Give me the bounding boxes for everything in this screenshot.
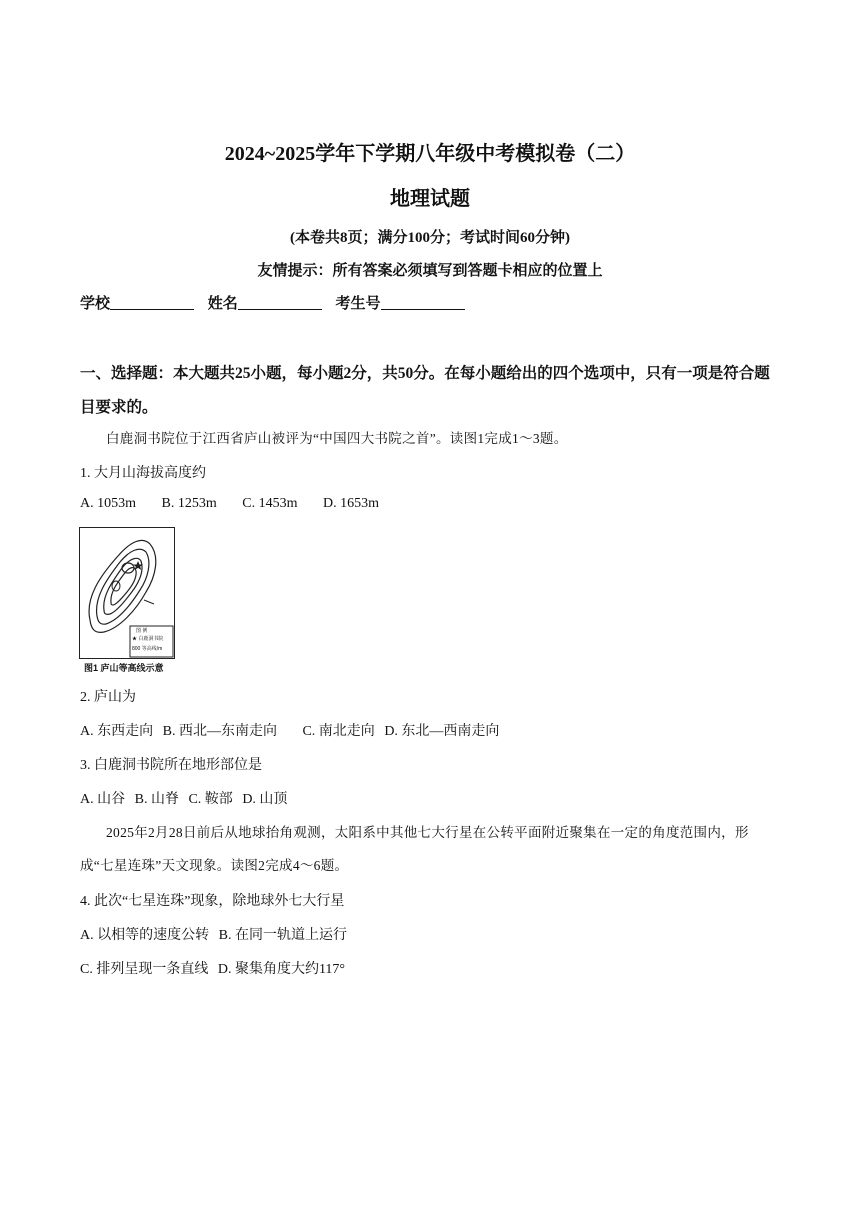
q2-option-c: C. 南北走向 <box>302 724 375 739</box>
q1-option-d: D. 1653m <box>322 496 379 511</box>
figure-1-caption: 图1 庐山等高线示意 <box>84 663 164 673</box>
legend-line-label: 800 等高线/m <box>132 646 163 652</box>
q2-option-b: B. 西北—东南走向 <box>162 724 277 739</box>
exam-tip: 友情提示：所有答案必须填写到答题卡相应的位置上 <box>257 263 603 279</box>
passage-2: 2025年2月28日前后从地球抬角观测，太阳系中其他七大行星在公转平面附近聚集在一定的角度范围内，形成“七星连珠”天文现象。读图2完成4～6题。 <box>80 825 749 873</box>
q3-option-a: A. 山谷 <box>80 792 126 807</box>
q4-option-b: B. 在同一轨道上运行 <box>218 928 347 943</box>
name-label: 姓名 <box>207 296 238 312</box>
question-1-options <box>80 496 401 512</box>
question-3-options <box>80 788 293 808</box>
question-2-options <box>80 720 521 740</box>
student-id-blank[interactable] <box>381 295 465 310</box>
legend-star-text: 白鹿洞书院 <box>138 636 164 642</box>
passage-1: 白鹿洞书院位于江西省庐山被评为“中国四大书院之首”。读图1完成1～3题。 <box>106 431 568 446</box>
q3-option-c: C. 鞍部 <box>188 792 233 807</box>
question-3: 3. 白鹿洞书院所在地形部位是 <box>80 758 262 773</box>
q1-option-c: C. 1453m <box>242 496 298 511</box>
legend-title: 图 例 <box>136 628 148 634</box>
q2-option-d: D. 东北—西南走向 <box>384 724 500 739</box>
q4-option-a: A. 以相等的速度公转 <box>80 928 210 943</box>
question-4-options-row-2 <box>80 958 351 978</box>
student-id-label: 考生号 <box>335 296 381 312</box>
legend-star-label: ★ 白鹿洞书院 <box>132 636 164 642</box>
q1-option-a: A. 1053m <box>80 496 136 511</box>
question-4-options-row-1 <box>80 924 353 944</box>
q1-option-b: B. 1253m <box>161 496 217 511</box>
question-2: 2. 庐山为 <box>80 690 136 705</box>
q4-option-c: C. 排列呈现一条直线 <box>80 962 209 977</box>
q3-option-b: B. 山脊 <box>134 792 179 807</box>
student-fields <box>80 292 475 313</box>
q3-option-d: D. 山顶 <box>242 792 288 807</box>
q4-option-d: D. 聚集角度大约117° <box>217 962 346 977</box>
school-blank[interactable] <box>110 295 194 310</box>
question-1: 1. 大月山海拔高度约 <box>80 466 206 481</box>
q2-option-a: A. 东西走向 <box>80 724 154 739</box>
question-4: 4. 此次“七星连珠”现象，除地球外七大行星 <box>80 894 345 909</box>
school-label: 学校 <box>80 296 111 312</box>
exam-title: 2024~2025学年下学期八年级中考模拟卷（二） <box>224 143 636 165</box>
name-blank[interactable] <box>238 295 322 310</box>
subject-title: 地理试题 <box>390 188 470 210</box>
section-heading: 一、选择题：本大题共25小题，每小题2分，共50分。在每小题给出的四个选项中，只有一项是符合题目要求的。 <box>80 365 770 416</box>
exam-info: (本卷共8页；满分100分；考试时间60分钟) <box>290 230 570 246</box>
